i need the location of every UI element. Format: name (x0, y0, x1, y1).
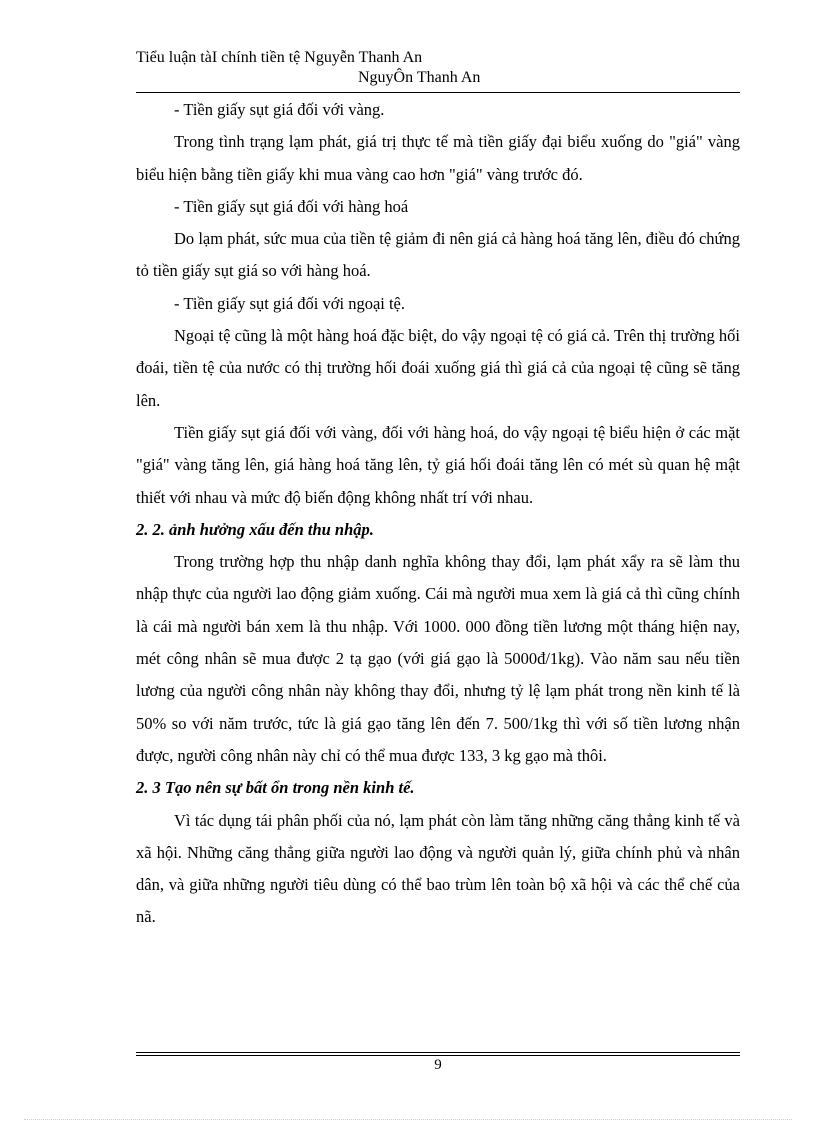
section-heading-income: 2. 2. ảnh hưởng xấu đến thu nhập. (136, 519, 374, 539)
footer-rule-top (136, 1052, 740, 1053)
page-number: 9 (434, 1057, 442, 1073)
header-rule (136, 92, 740, 93)
paragraph-income: Trong trường hợp thu nhập danh nghĩa không thay đổi, lạm phát xẩy ra sẽ làm thu nhập thực của người lao động giảm xuống. Cái mà người mua xem là giá cả thì cũng chính là cái mà người bán xem là thu nhập. Với 1000. 000 đồng tiền lương một tháng hiện nay, mét công nhân sẽ mua được 2 tạ gạo (với giá gạo là 5000đ/1kg). Vào năm sau nếu tiền lương của người công nhân này không thay đổi, nhưng tỷ lệ lạm phát trong nền kinh tế là 50% so với năm trước, tức là giá gạo tăng lên đến 7. 500/1kg thì với số tiền lương nhận được, người công nhân này chỉ có thể mua được 133, 3 kg gạo mà thôi. (136, 552, 740, 765)
body-content (136, 94, 740, 934)
header-title: Tiểu luận tàI chính tiền tệ Nguyễn Thanh An (136, 49, 423, 66)
paragraph-foreign-currency: Ngoại tệ cũng là một hàng hoá đặc biệt, do vậy ngoại tệ có giá cả. Trên thị trường hối đoái, tiền tệ của nước có thị trường hối đoái xuống giá thì giá cả của ngoại tệ cũng sẽ tăng lên. (136, 326, 740, 410)
bullet-foreign-currency: - Tiền giấy sụt giá đối với ngoại tệ. (174, 293, 406, 313)
page-header (136, 48, 740, 88)
page-bottom-border (24, 1119, 792, 1120)
bullet-gold: - Tiền giấy sụt giá đối với vàng. (174, 100, 385, 119)
header-author: NguyÔn Thanh An (358, 69, 481, 86)
paragraph-gold: Trong tình trạng lạm phát, giá trị thực tế mà tiền giấy đại biểu xuống do "giá" vàng biểu hiện bằng tiền giấy khi mua vàng cao hơn "giá" vàng trước đó. (136, 132, 740, 184)
section-heading-instability: 2. 3 Tạo nên sự bất ổn trong nền kinh tế. (136, 778, 415, 798)
paragraph-summary: Tiền giấy sụt giá đối với vàng, đối với hàng hoá, do vậy ngoại tệ biểu hiện ở các mặt "giá" vàng tăng lên, giá hàng hoá tăng lên, tỷ giá hối đoái tăng lên có mét sù quan hệ mật thiết với nhau và mức độ biến động không nhất trí với nhau. (136, 422, 740, 507)
paragraph-goods: Do lạm phát, sức mua của tiền tệ giảm đi nên giá cả hàng hoá tăng lên, điều đó chứng tỏ tiền giấy sụt giá so với hàng hoá. (136, 229, 740, 281)
bullet-goods: - Tiền giấy sụt giá đối với hàng hoá (174, 196, 409, 216)
paragraph-instability: Vì tác dụng tái phân phối của nó, lạm phát còn làm tăng những căng thẳng kinh tế và xã hội. Những căng thẳng giữa người lao động và người quản lý, giữa chính phủ và nhân dân, và giữa những người tiêu dùng có thể bao trùm lên toàn bộ xã hội và các thể chế của nã. (136, 810, 740, 927)
